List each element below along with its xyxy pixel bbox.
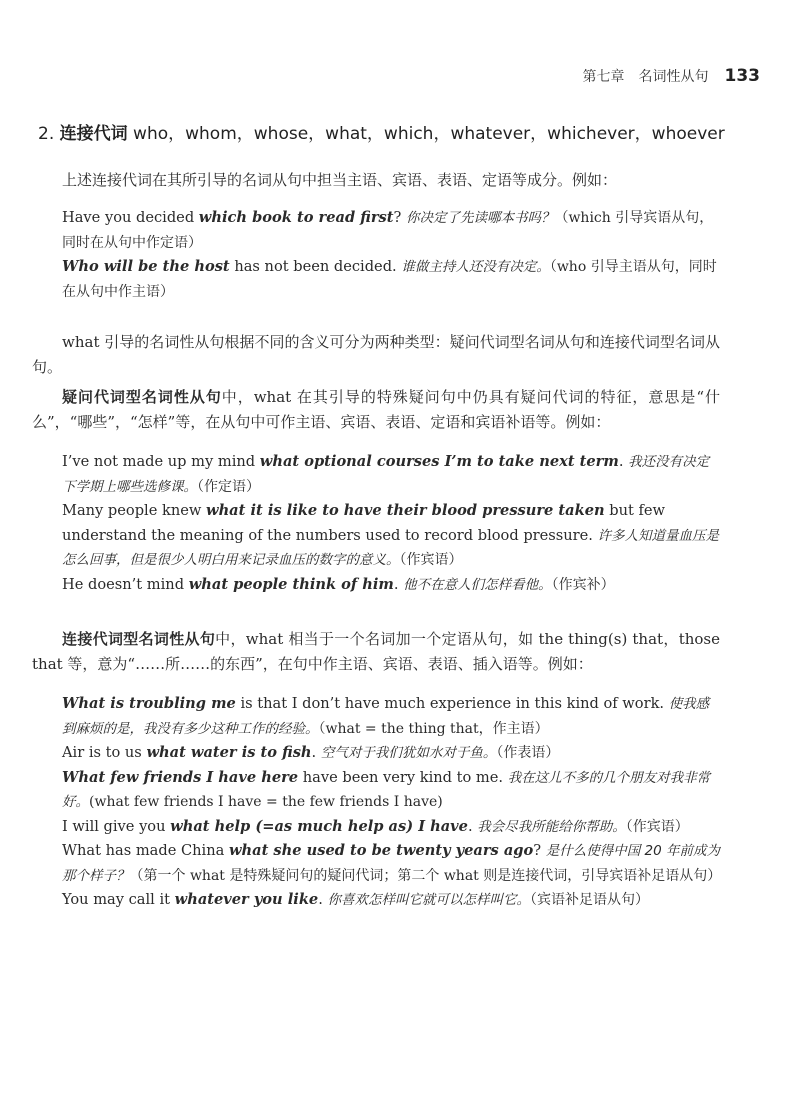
type2-paragraph: 连接代词型名词性从句中，what 相当于一个名词加一个定语从句，如 the thing(s) that，those that 等，意为“……所……的东西”，在句中作主语、宾语、表语、插入语等。例如：	[32, 630, 720, 673]
type1-label: 疑问代词型名词性从句	[62, 388, 222, 406]
section-heading	[38, 119, 778, 144]
running-head	[583, 66, 761, 86]
section-number: 2.	[38, 124, 55, 144]
example-sentence: You may call it whatever you like. 你喜欢怎样叫它就可以怎样叫它。（宾语补足语从句）	[62, 891, 650, 908]
type2-label: 连接代词型名词性从句	[62, 630, 216, 648]
example-sentence: What is troubling me is that I don’t have much experience in this kind of work. 使我感到麻烦的是，我没有多少这种工作的经验。（what = the thing that，作主语）	[62, 695, 710, 737]
intro-paragraph: 上述连接代词在其所引导的名词从句中担当主语、宾语、表语、定语等成分。例如：	[62, 171, 618, 189]
example-sentence: Who will be the host has not been decided. 谁做主持人还没有决定。（who 引导主语从句，同时在从句中作主语）	[62, 258, 717, 300]
section-title-en: who，whom，whose，what，which，whatever，whichever，whoever	[133, 124, 725, 144]
example-sentence: He doesn’t mind what people think of him. 他不在意人们怎样看他。（作宾补）	[62, 575, 615, 593]
what-types-paragraph: what 引导的名词性从句根据不同的含义可分为两种类型：疑问代词型名词从句和连接代词型名词从句。	[32, 333, 720, 376]
example-group-1	[62, 206, 722, 304]
example-sentence: What has made China what she used to be twenty years ago? 是什么使得中国 20 年前成为那个样子？（第一个 what 是特殊疑问句的疑问代词；第二个 what 则是连接代词，引导宾语补足语从句）	[62, 842, 722, 884]
example-sentence: Many people knew what it is like to have their blood pressure taken but few understand the meaning of the numbers used to record blood pressure. 许多人知道量血压是怎么回事，但是很少人明白用来记录血压的数字的意义。（作宾语）	[62, 502, 720, 568]
example-sentence: Air is to us what water is to fish. 空气对于我们犹如水对于鱼。（作表语）	[62, 744, 560, 761]
example-sentence: I’ve not made up my mind what optional courses I’m to take next term. 我还没有决定下学期上哪些选修课。（作定语）	[62, 453, 710, 495]
example-sentence: What few friends I have here have been very kind to me. 我在这儿不多的几个朋友对我非常好。(what few friends I have = the few friends I have)	[62, 768, 711, 810]
example-sentence: I will give you what help (=as much help as) I have. 我会尽我所能给你帮助。（作宾语）	[62, 817, 689, 835]
section-title-zh: 连接代词	[59, 124, 128, 144]
example-group-2	[62, 450, 722, 597]
example-group-3	[62, 692, 722, 913]
chapter-title: 第七章 名词性从句	[582, 69, 709, 85]
page-number: 133	[724, 66, 760, 86]
example-sentence: Have you decided which book to read first? 你决定了先读哪本书吗？（which 引导宾语从句，同时在从句中作定语）	[62, 209, 714, 251]
type1-paragraph: 疑问代词型名词性从句中，what 在其引导的特殊疑问句中仍具有疑问代词的特征，意思是“什么”，“哪些”，“怎样”等，在从句中可作主语、宾语、表语、定语和宾语补语等。例如：	[32, 388, 720, 431]
